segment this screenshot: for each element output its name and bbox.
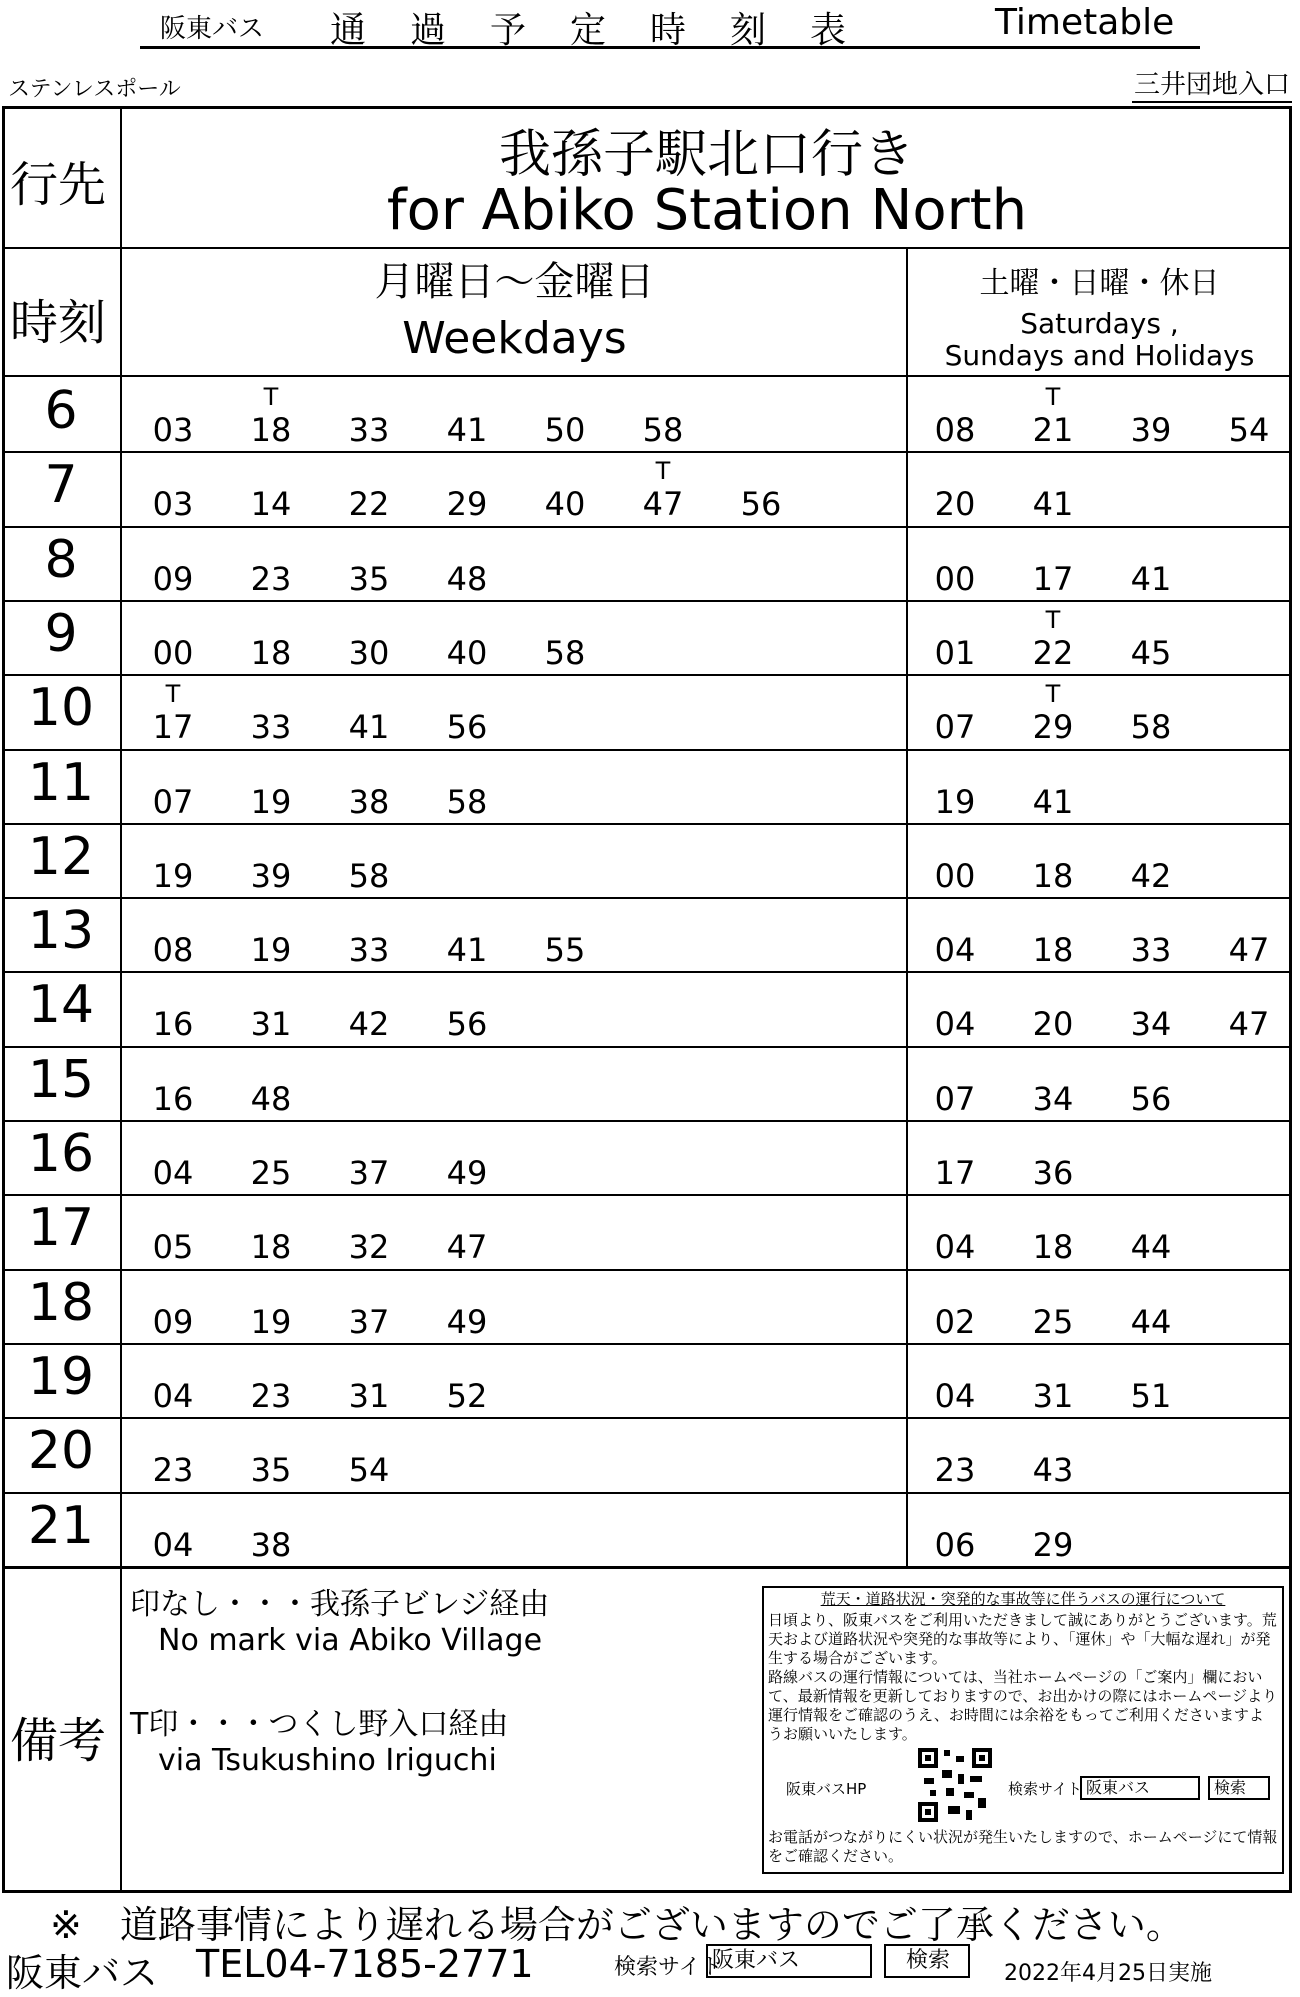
weekday-minute: 39 [250, 857, 292, 895]
remarks-divider [2, 1566, 1292, 1569]
row-divider [2, 823, 1292, 825]
holiday-minute: 44 [1130, 1303, 1172, 1341]
weekday-minute: 58 [446, 783, 488, 821]
holiday-minute: 44 [1130, 1228, 1172, 1266]
holiday-minute: 29 [1032, 708, 1074, 746]
weekday-minute: 03 [152, 485, 194, 523]
weekday-minute: 18 [250, 1228, 292, 1266]
holiday-minute: 20 [1032, 1005, 1074, 1043]
destination-en: for Abiko Station North [386, 178, 1028, 243]
holiday-minute: 23 [934, 1451, 976, 1489]
holiday-minute: 31 [1032, 1377, 1074, 1415]
title-en: Timetable [995, 2, 1175, 43]
weekday-minute: 58 [544, 634, 586, 672]
holiday-minute: 19 [934, 783, 976, 821]
holiday-minute: 07 [934, 1080, 976, 1118]
holiday-minute: 33 [1130, 931, 1172, 969]
remark-nomark-en: No mark via Abiko Village [158, 1623, 543, 1658]
weekday-minute: 33 [348, 411, 390, 449]
weekday-minute: 19 [250, 931, 292, 969]
weekday-minute: 17 [152, 708, 194, 746]
weekday-minute: 37 [348, 1303, 390, 1341]
column-header-divider [2, 375, 1292, 377]
weekday-minute: 19 [250, 783, 292, 821]
weekday-minute: 32 [348, 1228, 390, 1266]
t-route-mark: T [1045, 680, 1061, 708]
weekday-minute: 29 [446, 485, 488, 523]
notice-search-field[interactable]: 阪東バス [1080, 1776, 1200, 1800]
weekday-minute: 04 [152, 1377, 194, 1415]
weekday-minute: 37 [348, 1154, 390, 1192]
weekday-minute: 41 [446, 931, 488, 969]
weekday-minute: 07 [152, 783, 194, 821]
weekday-minute: 47 [446, 1228, 488, 1266]
holiday-minute: 25 [1032, 1303, 1074, 1341]
notice-paragraph-3: お電話がつながりにくい状況が発生いたしますので、ホームページにて情報をご確認ください。 [768, 1828, 1278, 1865]
weekday-minute: 25 [250, 1154, 292, 1192]
weekday-minute: 56 [446, 708, 488, 746]
hour-label: 10 [27, 678, 95, 738]
notice-links-row [768, 1744, 1278, 1828]
weekday-minute: 35 [348, 560, 390, 598]
holiday-minute: 18 [1032, 857, 1074, 895]
weekday-header-jp: 月曜日〜金曜日 [374, 259, 655, 305]
row-divider [2, 1269, 1292, 1271]
weekday-header-en: Weekdays [402, 313, 627, 364]
weekday-minute: 14 [250, 485, 292, 523]
weekday-minute: 09 [152, 1303, 194, 1341]
hour-label: 12 [27, 827, 95, 887]
holiday-minute: 41 [1032, 783, 1074, 821]
weekday-minute: 52 [446, 1377, 488, 1415]
hour-label: 8 [44, 530, 78, 590]
weekday-minute: 16 [152, 1005, 194, 1043]
row-divider [2, 600, 1292, 602]
remarks-label: 備考 [10, 1713, 107, 1769]
row-divider [2, 1492, 1292, 1494]
holiday-header-en [907, 308, 1292, 372]
weekday-minute: 18 [250, 634, 292, 672]
hour-label: 11 [27, 753, 95, 813]
hour-label: 9 [44, 604, 78, 664]
weekday-minute: 35 [250, 1451, 292, 1489]
t-route-mark: T [263, 383, 279, 411]
hour-label: 13 [27, 901, 95, 961]
notice-search-button[interactable]: 検索 [1208, 1776, 1270, 1800]
weekday-minute: 48 [250, 1080, 292, 1118]
weekday-minute: 09 [152, 560, 194, 598]
footer-search-button[interactable]: 検索 [884, 1944, 970, 1978]
weekday-minute: 23 [250, 1377, 292, 1415]
weekday-minute: 23 [152, 1451, 194, 1489]
weekday-minute: 41 [348, 708, 390, 746]
weekday-minute: 16 [152, 1080, 194, 1118]
weekday-minute: 03 [152, 411, 194, 449]
stop-name: 三井団地入口 [1132, 64, 1292, 103]
holiday-minute: 04 [934, 1228, 976, 1266]
weekday-minute: 50 [544, 411, 586, 449]
holiday-header-en-line2: Sundays and Holidays [944, 339, 1255, 372]
footer-tel: TEL04-7185-2771 [196, 1942, 534, 1986]
t-route-mark: T [1045, 606, 1061, 634]
weekday-minute: 49 [446, 1303, 488, 1341]
pole-type: ステンレスポール [8, 77, 181, 102]
weekday-minute: 47 [642, 485, 684, 523]
footer-delay-note: ※ 道路事情により遅れる場合がございますのでご了承ください。 [50, 1903, 1184, 1947]
hour-label: 19 [27, 1347, 95, 1407]
holiday-minute: 42 [1130, 857, 1172, 895]
weekday-minute: 41 [446, 411, 488, 449]
weekday-minute: 40 [446, 634, 488, 672]
row-divider [2, 1120, 1292, 1122]
hour-label: 17 [27, 1198, 95, 1258]
weekday-minute: 33 [348, 931, 390, 969]
holiday-minute: 04 [934, 1377, 976, 1415]
weekday-minute: 42 [348, 1005, 390, 1043]
remark-tmark-en: via Tsukushino Iriguchi [158, 1743, 497, 1778]
hour-label: 14 [27, 975, 95, 1035]
hour-label: 16 [27, 1124, 95, 1184]
destination-divider [2, 247, 1292, 249]
weekday-minute: 33 [250, 708, 292, 746]
notice-paragraph-1: 日頃より、阪東バスをご利用いただきまして誠にありがとうございます。荒天および道路状況や突発的な事故等により、「運休」や「大幅な遅れ」が発生する場合がございます。 [768, 1611, 1277, 1667]
weekday-minute: 05 [152, 1228, 194, 1266]
notice-paragraph-2: 路線バスの運行情報については、当社ホームページの「ご案内」欄において、最新情報を更新しておりますので、お出かけの際にはホームページより運行情報をご確認のうえ、お時間には余裕をもってご利用くださいますようお願いいたします。 [768, 1668, 1278, 1743]
row-divider [2, 1194, 1292, 1196]
holiday-minute: 02 [934, 1303, 976, 1341]
holiday-minute: 58 [1130, 708, 1172, 746]
weekday-minute: 56 [740, 485, 782, 523]
weekday-minute: 19 [250, 1303, 292, 1341]
holiday-minute: 34 [1032, 1080, 1074, 1118]
holiday-minute: 17 [1032, 560, 1074, 598]
holiday-header-jp: 土曜・日曜・休日 [979, 266, 1220, 301]
remark-nomark-jp: 印なし・・・我孫子ビレジ経由 [130, 1587, 550, 1622]
notice-search-label: 検索サイト [1008, 1780, 1082, 1798]
holiday-minute: 41 [1032, 485, 1074, 523]
title-jp: 通過予定時刻表 [330, 10, 891, 51]
weekday-minute: 56 [446, 1005, 488, 1043]
weekday-minute: 48 [446, 560, 488, 598]
holiday-minute: 54 [1228, 411, 1270, 449]
weekday-minute: 38 [348, 783, 390, 821]
row-divider [2, 526, 1292, 528]
weekday-minute: 58 [348, 857, 390, 895]
holiday-minute: 08 [934, 411, 976, 449]
weekday-minute: 38 [250, 1526, 292, 1564]
weekday-minute: 18 [250, 411, 292, 449]
t-route-mark: T [165, 680, 181, 708]
holiday-minute: 43 [1032, 1451, 1074, 1489]
weekday-minute: 04 [152, 1154, 194, 1192]
row-divider [2, 674, 1292, 676]
weekday-holiday-divider [906, 248, 908, 1567]
weekday-minute: 22 [348, 485, 390, 523]
holiday-minute: 34 [1130, 1005, 1172, 1043]
row-divider [2, 1417, 1292, 1419]
weekday-minute: 40 [544, 485, 586, 523]
holiday-minute: 21 [1032, 411, 1074, 449]
destination-label: 行先 [10, 157, 107, 213]
holiday-minute: 00 [934, 857, 976, 895]
holiday-minute: 07 [934, 708, 976, 746]
holiday-minute: 45 [1130, 634, 1172, 672]
holiday-minute: 41 [1130, 560, 1172, 598]
footer-effective-date: 2022年4月25日実施 [1004, 1961, 1212, 1986]
weekday-minute: 00 [152, 634, 194, 672]
holiday-minute: 18 [1032, 1228, 1074, 1266]
holiday-minute: 04 [934, 931, 976, 969]
destination-jp: 我孫子駅北口行き [498, 125, 915, 185]
holiday-minute: 17 [934, 1154, 976, 1192]
holiday-minute: 36 [1032, 1154, 1074, 1192]
weekday-minute: 49 [446, 1154, 488, 1192]
holiday-minute: 29 [1032, 1526, 1074, 1564]
row-divider [2, 897, 1292, 899]
weekday-minute: 23 [250, 560, 292, 598]
t-route-mark: T [1045, 383, 1061, 411]
hour-label: 15 [27, 1050, 95, 1110]
notice-hp-label: 阪東バスHP [786, 1780, 867, 1798]
weekday-minute: 04 [152, 1526, 194, 1564]
qr-code-icon[interactable] [918, 1748, 992, 1822]
t-route-mark: T [655, 457, 671, 485]
hour-label: 18 [27, 1273, 95, 1333]
weekday-minute: 30 [348, 634, 390, 672]
company-name-small: 阪東バス [160, 14, 265, 44]
holiday-minute: 06 [934, 1526, 976, 1564]
holiday-minute: 56 [1130, 1080, 1172, 1118]
hour-label: 21 [27, 1496, 95, 1556]
hour-label: 7 [44, 455, 78, 515]
weekday-minute: 54 [348, 1451, 390, 1489]
notice-title: 荒天・道路状況・突発的な事故等に伴うバスの運行について [820, 1590, 1226, 1608]
weekday-minute: 19 [152, 857, 194, 895]
holiday-minute: 39 [1130, 411, 1172, 449]
service-notice-box [762, 1586, 1284, 1874]
holiday-minute: 18 [1032, 931, 1074, 969]
time-label: 時刻 [10, 295, 107, 351]
weekday-minute: 55 [544, 931, 586, 969]
holiday-minute: 01 [934, 634, 976, 672]
footer-search-label: 検索サイト [614, 1955, 723, 1980]
footer-search-field[interactable]: 阪東バス [706, 1944, 872, 1978]
row-divider [2, 749, 1292, 751]
weekday-minute: 58 [642, 411, 684, 449]
hour-label: 6 [44, 381, 78, 441]
row-divider [2, 1046, 1292, 1048]
row-divider [2, 1343, 1292, 1345]
row-divider [2, 451, 1292, 453]
holiday-minute: 04 [934, 1005, 976, 1043]
holiday-minute: 20 [934, 485, 976, 523]
footer-company: 阪東バス [6, 1951, 159, 1995]
weekday-minute: 31 [250, 1005, 292, 1043]
remark-tmark-jp: T印・・・つくし野入口経由 [130, 1707, 509, 1742]
header [0, 0, 1300, 110]
hour-label: 20 [27, 1421, 95, 1481]
holiday-minute: 51 [1130, 1377, 1172, 1415]
weekday-minute: 31 [348, 1377, 390, 1415]
row-divider [2, 971, 1292, 973]
weekday-minute: 08 [152, 931, 194, 969]
holiday-header-en-line1: Saturdays , [1020, 307, 1179, 340]
holiday-minute: 47 [1228, 931, 1270, 969]
holiday-minute: 00 [934, 560, 976, 598]
holiday-minute: 22 [1032, 634, 1074, 672]
holiday-minute: 47 [1228, 1005, 1270, 1043]
